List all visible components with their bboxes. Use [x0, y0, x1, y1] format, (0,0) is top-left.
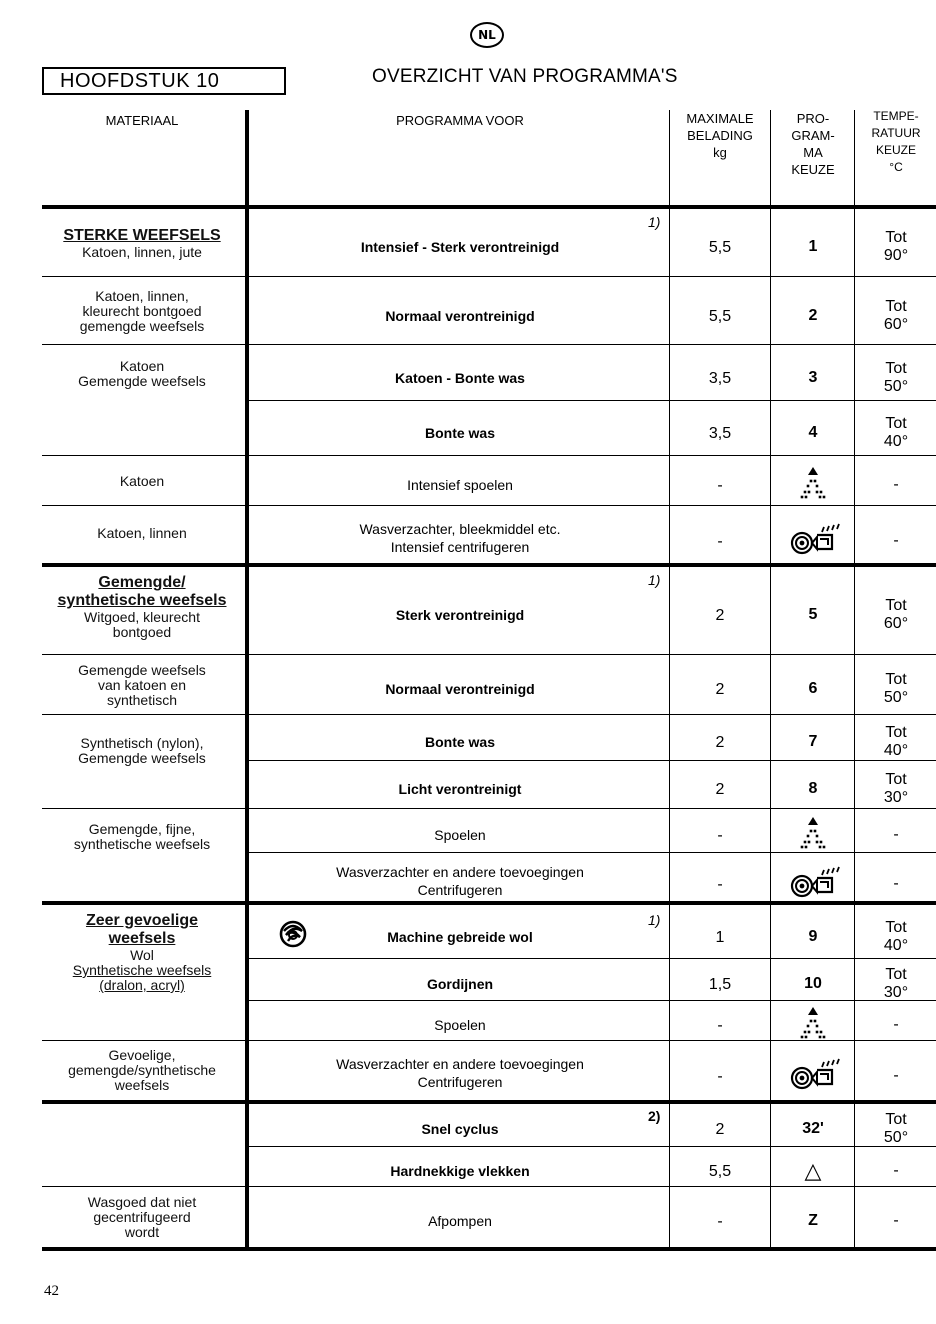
footnote-marker: 1)	[648, 912, 661, 928]
temperature-text: 60°	[883, 615, 909, 632]
material-synthetisch-nylon: Synthetisch (nylon), Gemengde weefsels	[78, 735, 206, 766]
temperature-text: -	[893, 875, 899, 892]
header-temperatuur: TEMPE- RATUUR KEUZE °C	[871, 109, 921, 174]
programme-selector-cell	[772, 763, 854, 809]
programme-code: 8	[808, 780, 818, 797]
temperature-cell	[856, 1043, 936, 1103]
programme-text: Normaal verontreinigd	[385, 681, 535, 697]
temperature-cell	[856, 508, 936, 567]
programme-description	[252, 1043, 668, 1103]
programme-description	[252, 855, 668, 907]
temperature-cell	[856, 279, 936, 346]
max-load-text: -	[717, 1017, 723, 1034]
programme-code: 32'	[802, 1120, 824, 1137]
max-load-text: 3,5	[708, 424, 732, 442]
temperature-text: 30°	[883, 789, 909, 806]
programme-selector-cell	[772, 855, 854, 907]
header-belading: MAXIMALE BELADING kg	[686, 111, 754, 160]
max-load-text: -	[717, 532, 723, 550]
column-divider-keuze	[770, 110, 771, 1250]
max-load-value	[670, 569, 770, 655]
programme-text: Intensief - Sterk verontreinigd	[360, 239, 560, 255]
material-rule-5	[42, 714, 245, 715]
max-load-value	[670, 961, 770, 1001]
max-load-value	[670, 1105, 770, 1147]
material-rule-4	[42, 654, 245, 655]
material-rule-3	[42, 505, 245, 506]
footnote-marker: 1)	[648, 214, 661, 230]
max-load-text: 2	[715, 1121, 725, 1138]
max-load-value	[670, 763, 770, 809]
temperature-text: Tot	[885, 359, 907, 377]
max-load-text: 2	[715, 607, 725, 624]
temperature-cell	[856, 1003, 936, 1041]
max-load-value	[670, 909, 770, 959]
page-number: 42	[44, 1283, 59, 1299]
programme-code: 1	[808, 238, 818, 255]
programme-text: Katoen - Bonte was	[395, 369, 525, 386]
temperature-text: -	[893, 1212, 899, 1229]
programme-selector-cell	[772, 279, 854, 346]
programme-code: 6	[808, 680, 818, 697]
programme-description	[252, 717, 668, 761]
programme-text: Afpompen	[428, 1213, 492, 1229]
max-load-text: -	[717, 1213, 723, 1230]
max-load-value	[670, 717, 770, 761]
temperature-text: -	[893, 1162, 899, 1179]
programme-selector-cell	[772, 569, 854, 655]
temperature-text: 30°	[883, 984, 909, 1001]
temperature-text: 50°	[883, 689, 909, 706]
max-load-text: -	[717, 1068, 723, 1085]
programme-text: Normaal verontreinigd	[385, 307, 535, 324]
max-load-value	[670, 1003, 770, 1041]
programme-selector-cell	[772, 909, 854, 959]
programme-selector-cell	[772, 657, 854, 715]
material-sterke-weefsels: STERKE WEEFSELS Katoen, linnen, jute	[63, 226, 221, 260]
page-title: OVERZICHT VAN PROGRAMMA'S	[372, 66, 678, 87]
material-katoen-linnen-bontgoed: Katoen, linnen, kleurecht bontgoed gemengde weefsels	[79, 287, 205, 334]
temperature-text: Tot	[885, 297, 907, 315]
temperature-text: Tot	[885, 597, 907, 614]
programme-text: Centrifugeren	[417, 882, 503, 898]
programme-selector-cell	[772, 811, 854, 853]
programme-selector-cell	[772, 1105, 854, 1147]
programme-text: Bonte was	[424, 734, 495, 750]
material-niet-gecentrifugeerd: Wasgoed dat niet gecentrifugeerd wordt	[87, 1193, 197, 1240]
programme-description	[252, 811, 668, 853]
chapter-label: HOOFDSTUK 10	[42, 67, 286, 95]
max-load-value	[670, 458, 770, 506]
temperature-text: 40°	[883, 742, 909, 759]
programme-selector-cell	[772, 403, 854, 456]
material-gemengd-katoen-synthetisch: Gemengde weefsels van katoen en synthetisch	[78, 661, 206, 708]
programme-text: Sterk verontreinigd	[395, 607, 525, 623]
programme-description	[252, 1149, 668, 1187]
temperature-cell	[856, 855, 936, 907]
programme-code: 2	[808, 306, 818, 324]
programme-description	[252, 763, 668, 809]
programme-description	[252, 279, 668, 346]
temperature-text: Tot	[885, 724, 907, 741]
column-divider-temp	[854, 110, 855, 1250]
temperature-cell	[856, 211, 936, 277]
programme-description	[252, 211, 668, 277]
material-gemengde-fijne: Gemengde, fijne, synthetische weefsels	[73, 821, 211, 852]
max-load-text: 5,5	[708, 307, 732, 325]
material-katoen-gemengd: Katoen Gemengde weefsels	[78, 358, 206, 389]
programme-code: Z	[808, 1212, 818, 1229]
temperature-cell	[856, 348, 936, 401]
max-load-value	[670, 1149, 770, 1187]
temperature-cell	[856, 909, 936, 959]
programme-selector-cell	[772, 348, 854, 401]
programme-text: Snel cyclus	[421, 1121, 499, 1137]
material-rule-1	[42, 344, 245, 345]
temperature-cell	[856, 717, 936, 761]
material-katoen: Katoen	[119, 472, 165, 489]
temperature-text: -	[893, 476, 899, 493]
programme-description	[252, 1105, 668, 1147]
temperature-cell	[856, 811, 936, 853]
rinse-icon	[794, 465, 832, 499]
programme-selector-cell	[772, 961, 854, 1001]
programme-code: 10	[804, 975, 822, 992]
programme-description	[252, 508, 668, 567]
programme-text: Centrifugeren	[417, 1074, 503, 1090]
temperature-text: Tot	[885, 229, 907, 246]
max-load-text: -	[717, 876, 723, 893]
temperature-cell	[856, 961, 936, 1001]
temperature-text: 90°	[883, 247, 909, 264]
material-rule-6	[42, 808, 245, 809]
programme-selector-cell	[772, 1043, 854, 1103]
programme-description	[252, 458, 668, 506]
footnote-marker: 1)	[648, 572, 661, 588]
programme-selector-cell	[772, 508, 854, 567]
footnote-marker: 2)	[648, 1108, 661, 1124]
max-load-text: -	[717, 827, 723, 844]
programme-selector-cell	[772, 1003, 854, 1041]
programme-text: Bonte was	[424, 424, 495, 441]
programme-selector-cell	[772, 1189, 854, 1247]
max-load-value	[670, 811, 770, 853]
temperature-cell	[856, 1189, 936, 1247]
programme-text: Machine gebreide wol	[387, 929, 533, 945]
header-programma: PROGRAMMA VOOR	[396, 113, 524, 128]
programme-text: Hardnekkige vlekken	[390, 1163, 530, 1179]
programme-code: 5	[808, 606, 818, 623]
rinse-icon	[794, 1005, 832, 1039]
programme-selector-cell	[772, 1149, 854, 1187]
temperature-text: Tot	[885, 1111, 907, 1128]
max-load-text: -	[717, 477, 723, 494]
group-rule-4	[42, 1247, 936, 1251]
temperature-cell	[856, 657, 936, 715]
max-load-value	[670, 279, 770, 346]
temperature-text: Tot	[885, 771, 907, 788]
max-load-text: 1	[715, 929, 725, 946]
temperature-text: -	[893, 531, 899, 549]
material-rule-7	[42, 1040, 245, 1041]
spin-icon	[784, 521, 842, 555]
programme-code: △	[804, 1158, 822, 1183]
programme-code: 3	[808, 368, 818, 386]
max-load-value	[670, 211, 770, 277]
header-programmakeuze: PRO- GRAM- MA KEUZE	[791, 111, 835, 177]
programme-description	[252, 961, 668, 1001]
programme-text: Spoelen	[434, 1017, 486, 1033]
temperature-text: Tot	[885, 919, 907, 936]
temperature-text: -	[893, 826, 899, 843]
temperature-cell	[856, 1149, 936, 1187]
programme-code: 9	[808, 928, 818, 945]
temperature-text: 50°	[883, 1129, 909, 1146]
max-load-text: 3,5	[708, 369, 732, 387]
max-load-text: 5,5	[708, 239, 732, 256]
max-load-value	[670, 348, 770, 401]
programme-text: Gordijnen	[426, 976, 494, 992]
spin-icon	[784, 864, 842, 898]
max-load-text: 5,5	[708, 1163, 732, 1180]
material-katoen-linnen: Katoen, linnen	[97, 524, 187, 541]
programme-text: Spoelen	[434, 827, 486, 843]
programme-description	[252, 1003, 668, 1041]
programme-selector-cell	[772, 717, 854, 761]
programme-text: Wasverzachter, bleekmiddel etc.	[359, 520, 561, 537]
programme-description	[252, 1189, 668, 1247]
programme-description	[252, 569, 668, 655]
material-rule-2	[42, 455, 245, 456]
programme-description	[252, 348, 668, 401]
temperature-text: 40°	[883, 432, 909, 450]
programme-text: Intensief spoelen	[407, 477, 513, 493]
programme-code: 7	[808, 733, 818, 750]
woolmark-icon	[278, 919, 308, 949]
temperature-cell	[856, 403, 936, 456]
nl-language-badge: NL	[470, 22, 504, 48]
max-load-text: 2	[715, 681, 725, 698]
programme-text: Wasverzachter en andere toevoegingen	[336, 1056, 584, 1072]
temperature-cell	[856, 458, 936, 506]
temperature-cell	[856, 763, 936, 809]
column-divider-materiaal	[245, 110, 249, 1250]
max-load-value	[670, 855, 770, 907]
temperature-text: 40°	[883, 937, 909, 954]
temperature-text: -	[893, 1067, 899, 1084]
group-rule-0	[42, 205, 936, 209]
temperature-text: 50°	[883, 377, 909, 395]
programme-selector-cell	[772, 211, 854, 277]
programme-description	[252, 909, 668, 959]
temperature-text: -	[893, 1016, 899, 1033]
material-rule-8	[42, 1186, 245, 1187]
programme-description	[252, 403, 668, 456]
programme-text: Licht verontreinigt	[398, 781, 522, 797]
material-rule-0	[42, 276, 245, 277]
programme-text: Intensief centrifugeren	[390, 538, 530, 555]
rinse-icon	[794, 815, 832, 849]
temperature-text: 60°	[883, 315, 909, 333]
temperature-cell	[856, 1105, 936, 1147]
spin-icon	[784, 1056, 842, 1090]
temperature-text: Tot	[885, 671, 907, 688]
max-load-text: 1,5	[708, 976, 732, 993]
max-load-value	[670, 403, 770, 456]
programme-text: Wasverzachter en andere toevoegingen	[336, 864, 584, 880]
max-load-text: 2	[715, 734, 725, 751]
max-load-value	[670, 1043, 770, 1103]
max-load-value	[670, 657, 770, 715]
material-gevoelige-gemengd: Gevoelige, gemengde/synthetische weefsels	[68, 1046, 216, 1093]
header-materiaal: MATERIAAL	[105, 113, 179, 128]
max-load-value	[670, 508, 770, 567]
max-load-text: 2	[715, 781, 725, 798]
temperature-text: Tot	[885, 414, 907, 432]
temperature-cell	[856, 569, 936, 655]
programme-selector-cell	[772, 458, 854, 506]
temperature-text: Tot	[885, 966, 907, 983]
max-load-value	[670, 1189, 770, 1247]
programme-code: 4	[808, 423, 818, 441]
material-gemengde-synthetische: Gemengde/ synthetische weefsels Witgoed, kleurecht bontgoed	[57, 574, 227, 640]
material-zeer-gevoelige: Zeer gevoelige weefsels Wol Synthetische weefsels (dralon, acryl)	[72, 912, 212, 993]
programme-description	[252, 657, 668, 715]
